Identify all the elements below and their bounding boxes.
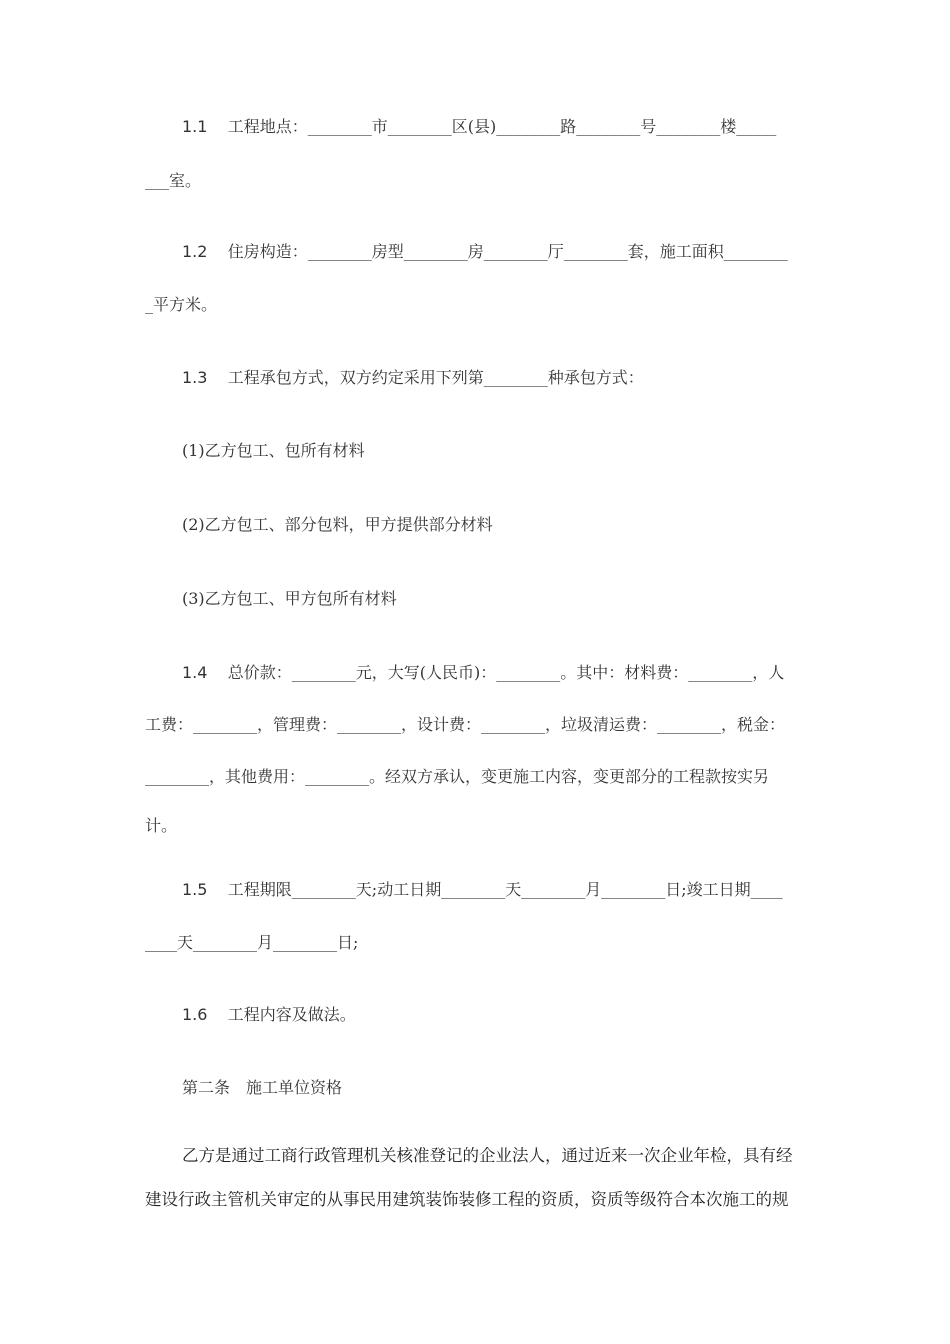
article-2-title: 第二条 施工单位资格 — [182, 1078, 343, 1097]
option-3: (3)乙方包工、甲方包所有材料 — [182, 589, 397, 608]
article-2-paragraph-line-2: 建设行政主管机关审定的从事民用建筑装饰装修工程的资质，资质等级符合本次施工的规 — [145, 1190, 789, 1209]
clause-1-4-line-3: ________，其他费用：________。经双方承认，变更施工内容，变更部分的工程款按实另 — [145, 767, 770, 786]
clause-1-4-line-2: 工费：________，管理费：________，设计费：________，垃圾清运费：________，税金： — [145, 715, 786, 734]
clause-number: 1.1 — [182, 117, 208, 136]
clause-text: 工程承包方式，双方约定采用下列第________种承包方式： — [227, 368, 644, 387]
article-2-paragraph-line-1: 乙方是通过工商行政管理机关核准登记的企业法人，通过近来一次企业年检，具有经 — [182, 1146, 793, 1165]
clause-1-4-line-4: 计。 — [145, 816, 178, 835]
clause-1-5-continued: ____天________月________日; — [145, 933, 359, 952]
clause-1-3 — [182, 367, 810, 389]
clause-number: 1.3 — [182, 368, 208, 387]
option-2: (2)乙方包工、部分包料，甲方提供部分材料 — [182, 515, 493, 534]
option-1: (1)乙方包工、包所有材料 — [182, 441, 365, 460]
clause-text: 总价款：________元，大写(人民币)：________。其中：材料费：________，人 — [227, 663, 785, 682]
clause-text: 住房构造：________房型________房________厅________套，施工面积________ — [227, 242, 788, 261]
clause-1-5 — [182, 879, 810, 901]
clause-1-1-continued: ___室。 — [145, 171, 202, 190]
clause-text: 工程期限________天;动工日期________天________月________日;竣工日期____ — [227, 880, 783, 899]
clause-number: 1.6 — [182, 1005, 208, 1024]
clause-number: 1.4 — [182, 663, 208, 682]
clause-number: 1.5 — [182, 880, 208, 899]
clause-number: 1.2 — [182, 242, 208, 261]
clause-1-2 — [182, 241, 810, 263]
clause-text: 工程内容及做法。 — [227, 1005, 356, 1024]
clause-1-2-continued: _平方米。 — [145, 295, 218, 314]
clause-1-6 — [182, 1004, 810, 1026]
clause-text: 工程地点：________市________区(县)________路________号________楼_____ — [227, 117, 777, 136]
clause-1-1 — [182, 116, 810, 138]
clause-1-4 — [182, 662, 810, 684]
